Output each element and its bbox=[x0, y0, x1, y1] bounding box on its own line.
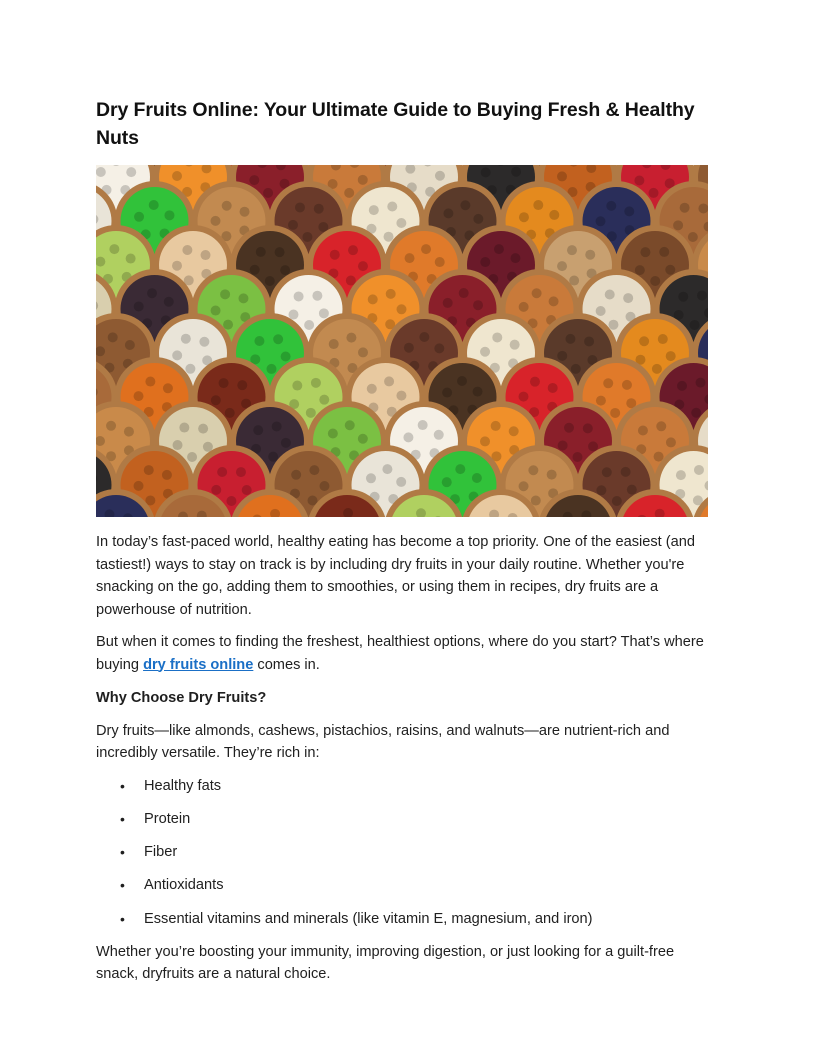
nut-shade bbox=[306, 408, 316, 418]
nut-shade bbox=[510, 253, 520, 263]
nut-shade bbox=[666, 437, 676, 447]
nut-shade bbox=[242, 485, 252, 495]
nut-shade bbox=[126, 167, 136, 177]
nut-shade bbox=[605, 290, 615, 300]
nut-shade bbox=[149, 200, 159, 210]
list-item bbox=[96, 775, 720, 798]
nut-shade bbox=[291, 470, 301, 480]
nut-shade bbox=[266, 364, 276, 374]
nut-shade bbox=[658, 334, 668, 344]
nut-shade bbox=[217, 467, 227, 477]
list-item-text: Essential vitamins and minerals (like vitamin E, magnesium, and iron) bbox=[144, 910, 593, 927]
nut-shade bbox=[519, 392, 529, 402]
nut-shade bbox=[677, 381, 687, 391]
nut-shade bbox=[602, 467, 612, 477]
nut-shade bbox=[473, 300, 483, 310]
nut-shade bbox=[268, 452, 278, 462]
nut-shade bbox=[588, 441, 598, 451]
nut-shade bbox=[288, 220, 298, 230]
nut-shade bbox=[182, 245, 192, 255]
nut-shade bbox=[275, 247, 285, 257]
nut-shade bbox=[627, 485, 637, 495]
nut-shade bbox=[608, 320, 618, 330]
nut-shade bbox=[173, 440, 183, 450]
nut-shade bbox=[509, 426, 519, 436]
nut-shade bbox=[124, 427, 134, 437]
nut-shade bbox=[434, 430, 444, 440]
nut-shade bbox=[585, 250, 595, 260]
nut-shade bbox=[254, 336, 264, 346]
nutrients-paragraph: Dry fruits—like almonds, cashews, pistachios, raisins, and walnuts—are nutrient-rich and incredibly versatile. They’re rich in: bbox=[96, 722, 670, 761]
nut-shade bbox=[621, 467, 631, 477]
nut-shade bbox=[185, 364, 195, 374]
nut-shade bbox=[638, 425, 648, 435]
nut-shade bbox=[694, 465, 704, 475]
nut-shade bbox=[369, 205, 379, 215]
nut-shade bbox=[292, 381, 302, 391]
nut-shade bbox=[295, 202, 305, 212]
nut-shade bbox=[263, 188, 273, 198]
bullet-icon: • bbox=[120, 777, 125, 794]
nut-shade bbox=[181, 334, 191, 344]
nut-shade bbox=[654, 452, 664, 462]
nut-shade bbox=[319, 308, 329, 318]
nut-shade bbox=[226, 496, 236, 506]
nut-shade bbox=[596, 396, 606, 406]
nut-shade bbox=[511, 167, 521, 177]
nut-shade bbox=[106, 421, 116, 431]
nut-shade bbox=[698, 203, 708, 213]
closing-paragraph: Whether you’re boosting your immunity, improving digestion, or just looking for a guilt-free snack, dryfruits are a natural choice. bbox=[96, 943, 675, 983]
nut-shade bbox=[649, 188, 659, 198]
nut-shade bbox=[634, 176, 644, 186]
nut-shade bbox=[314, 204, 324, 214]
nut-shade bbox=[419, 332, 429, 342]
nut-shade bbox=[162, 470, 172, 480]
nut-shade bbox=[650, 276, 660, 286]
nut-shade bbox=[172, 171, 182, 181]
nut-shade bbox=[640, 247, 650, 257]
nut-shade bbox=[187, 452, 197, 462]
nut-shade bbox=[596, 216, 606, 226]
list-item-text: Antioxidants bbox=[144, 877, 224, 894]
nut-shade bbox=[366, 473, 376, 483]
nut-shade bbox=[96, 167, 106, 177]
nut-shade bbox=[211, 216, 221, 226]
nut-shade bbox=[690, 320, 700, 330]
nut-shade bbox=[480, 257, 490, 267]
nut-shade bbox=[606, 201, 616, 211]
nut-shade bbox=[220, 289, 230, 299]
nut-shade bbox=[443, 298, 453, 308]
nut-shade bbox=[358, 434, 368, 444]
nut-shade bbox=[319, 481, 329, 491]
nut-shade bbox=[533, 200, 543, 210]
nut-shade bbox=[265, 276, 275, 286]
nut-shade bbox=[688, 232, 698, 242]
nut-shade bbox=[665, 265, 675, 275]
nut-shade bbox=[573, 452, 583, 462]
list-item-text: Healthy fats bbox=[144, 777, 222, 794]
nut-shade bbox=[203, 442, 213, 452]
nut-shade bbox=[319, 395, 329, 405]
list-item-text: Fiber bbox=[144, 844, 178, 861]
nut-shade bbox=[532, 288, 542, 298]
nut-shade bbox=[421, 244, 431, 254]
nut-shade bbox=[223, 320, 233, 330]
nut-shade bbox=[596, 485, 606, 495]
nut-shade bbox=[403, 432, 413, 442]
nut-shade bbox=[330, 250, 340, 260]
nut-shade bbox=[329, 339, 339, 349]
nut-shade bbox=[434, 343, 444, 353]
nut-shade bbox=[256, 247, 266, 257]
nut-shade bbox=[673, 220, 683, 230]
nut-shade bbox=[691, 408, 701, 418]
dry-fruits-online-link[interactable]: dry fruits online bbox=[143, 656, 254, 673]
nut-shade bbox=[144, 465, 154, 475]
nut-shade bbox=[583, 423, 593, 433]
nut-shade bbox=[567, 245, 577, 255]
nut-shade bbox=[281, 438, 291, 448]
nut-shade bbox=[519, 481, 529, 491]
nut-shade bbox=[273, 334, 283, 344]
nut-shade bbox=[346, 333, 356, 343]
nut-shade bbox=[549, 210, 559, 220]
nut-shade bbox=[674, 310, 684, 320]
nut-shade bbox=[211, 395, 221, 405]
nut-shade bbox=[528, 465, 538, 475]
nut-shade bbox=[457, 376, 467, 386]
bullet-icon: • bbox=[120, 910, 125, 927]
nut-shade bbox=[603, 378, 613, 388]
list-item bbox=[96, 908, 720, 931]
nut-shade bbox=[294, 291, 304, 301]
nut-shade bbox=[109, 244, 119, 254]
nut-shade bbox=[126, 254, 136, 264]
nut-shade bbox=[164, 210, 174, 220]
nut-shade bbox=[288, 310, 298, 320]
nut-shade bbox=[460, 200, 470, 210]
nut-shade bbox=[222, 201, 232, 211]
nut-shade bbox=[387, 202, 397, 212]
nut-shade bbox=[678, 292, 688, 302]
nut-shade bbox=[134, 301, 144, 311]
nut-shade bbox=[549, 296, 559, 306]
nut-shade bbox=[548, 383, 558, 393]
nut-shade bbox=[280, 265, 290, 275]
nut-shade bbox=[249, 175, 259, 185]
nut-shade bbox=[225, 408, 235, 418]
nut-shade bbox=[250, 265, 260, 275]
nut-shade bbox=[219, 378, 229, 388]
nut-shade bbox=[442, 477, 452, 487]
nut-shade bbox=[240, 207, 250, 217]
nut-shade bbox=[172, 350, 182, 360]
nut-shade bbox=[442, 388, 452, 398]
document-page bbox=[96, 96, 720, 986]
nut-shade bbox=[492, 332, 502, 342]
nut-shade bbox=[179, 423, 189, 433]
nut-shade bbox=[281, 352, 291, 362]
nut-shade bbox=[386, 289, 396, 299]
bullet-icon: • bbox=[120, 877, 125, 894]
nut-shade bbox=[404, 343, 414, 353]
nut-shade bbox=[302, 232, 312, 242]
nut-shade bbox=[237, 380, 247, 390]
nut-shade bbox=[696, 378, 706, 388]
nut-shade bbox=[635, 265, 645, 275]
nut-shade bbox=[676, 470, 686, 480]
nut-shade bbox=[624, 206, 634, 216]
nut-shade bbox=[480, 347, 490, 357]
nut-shade bbox=[201, 250, 211, 260]
nut-shade bbox=[666, 351, 676, 361]
nut-shade bbox=[309, 465, 319, 475]
nut-shade bbox=[328, 429, 338, 439]
nut-shade bbox=[623, 293, 633, 303]
list-item bbox=[96, 874, 720, 897]
nut-shade bbox=[134, 481, 144, 491]
nut-shade bbox=[311, 378, 321, 388]
nut-shade bbox=[443, 208, 453, 218]
nut-shade bbox=[473, 214, 483, 224]
nutrient-list bbox=[96, 775, 720, 931]
nut-shade bbox=[384, 232, 394, 242]
nut-shade bbox=[358, 175, 368, 185]
nut-shade bbox=[238, 293, 248, 303]
nut-shade bbox=[652, 364, 662, 374]
nut-shade bbox=[491, 421, 501, 431]
nut-shade bbox=[656, 421, 666, 431]
nut-shade bbox=[147, 288, 157, 298]
nut-shade bbox=[473, 387, 483, 397]
nut-shade bbox=[358, 261, 368, 271]
nut-shade bbox=[108, 332, 118, 342]
nut-shade bbox=[639, 336, 649, 346]
nut-shade bbox=[697, 290, 707, 300]
nut-shade bbox=[557, 351, 567, 361]
nut-shade bbox=[558, 440, 568, 450]
bullet-icon: • bbox=[120, 810, 125, 827]
nut-shade bbox=[145, 377, 155, 387]
nut-shade bbox=[134, 212, 144, 222]
nut-shade bbox=[272, 421, 282, 431]
nut-shade bbox=[494, 244, 504, 254]
nut-shade bbox=[455, 464, 465, 474]
nut-shade bbox=[530, 377, 540, 387]
nut-shade bbox=[172, 261, 182, 271]
online-paragraph-end: comes in. bbox=[253, 656, 320, 673]
nut-shade bbox=[384, 376, 394, 386]
nut-shade bbox=[396, 391, 406, 401]
nut-shade bbox=[405, 253, 415, 263]
list-item bbox=[96, 841, 720, 864]
nut-shade bbox=[318, 222, 328, 232]
nut-shade bbox=[481, 167, 491, 177]
online-paragraph bbox=[96, 631, 720, 676]
nut-shade bbox=[610, 408, 620, 418]
nut-shade bbox=[253, 425, 263, 435]
nut-shade bbox=[163, 383, 173, 393]
nut-shade bbox=[519, 212, 529, 222]
nut-shade bbox=[571, 364, 581, 374]
nut-shade bbox=[396, 304, 406, 314]
nut-shade bbox=[199, 337, 209, 347]
nut-shade bbox=[164, 297, 174, 307]
nut-shade bbox=[396, 477, 406, 487]
nut-shade bbox=[510, 340, 520, 350]
nut-shade bbox=[547, 470, 557, 480]
nut-shade bbox=[519, 302, 529, 312]
nut-shade bbox=[680, 203, 690, 213]
nut-shade bbox=[472, 473, 482, 483]
nut-shade bbox=[459, 288, 469, 298]
nut-shade bbox=[596, 306, 606, 316]
nut-shade bbox=[344, 188, 354, 198]
nut-shade bbox=[622, 380, 632, 390]
nut-shade bbox=[198, 424, 208, 434]
nut-shade bbox=[435, 171, 445, 181]
intro-paragraph: In today’s fast-paced world, healthy eating has become a top priority. One of the easiest (and tastiest!) ways to stay on track is by including dry fruits in your daily routine. Whether you're snacking on the go, adding them to smoothies, or using them in recipes, dry fruits are a powerhouse of nutrition. bbox=[96, 534, 695, 618]
nut-shade bbox=[557, 261, 567, 271]
nut-shade bbox=[125, 340, 135, 350]
nut-shade bbox=[211, 306, 221, 316]
nut-shade bbox=[134, 391, 144, 401]
list-item bbox=[96, 808, 720, 831]
nut-shade bbox=[565, 334, 575, 344]
nut-shade bbox=[531, 496, 541, 506]
nut-shade bbox=[345, 420, 355, 430]
bullet-icon: • bbox=[120, 844, 125, 861]
nut-shade bbox=[612, 496, 622, 506]
nut-shade bbox=[312, 291, 322, 301]
nut-shade bbox=[358, 347, 368, 357]
nut-shade bbox=[557, 171, 567, 181]
nut-shade bbox=[236, 467, 246, 477]
nut-shade bbox=[584, 336, 594, 346]
section-heading: Why Choose Dry Fruits? bbox=[96, 690, 267, 706]
dry-fruits-bowls-image bbox=[96, 165, 708, 517]
nut-shade bbox=[304, 320, 314, 330]
nut-shade bbox=[382, 464, 392, 474]
online-paragraph-start: But when it comes to finding the freshest, healthiest options, where do you start? That’s where buying bbox=[96, 634, 704, 673]
nut-shade bbox=[396, 218, 406, 228]
nut-shade bbox=[368, 294, 378, 304]
nut-shade bbox=[211, 485, 221, 495]
document-title: Dry Fruits Online: Your Ultimate Guide to Buying Fresh & Healthy Nuts bbox=[96, 99, 695, 149]
nut-shade bbox=[418, 420, 428, 430]
nut-shade bbox=[564, 423, 574, 433]
nut-shade bbox=[435, 257, 445, 267]
nut-shade bbox=[659, 247, 669, 257]
nut-shade bbox=[367, 384, 377, 394]
nut-shade bbox=[348, 245, 358, 255]
nut-shade bbox=[480, 436, 490, 446]
list-item-text: Protein bbox=[144, 810, 191, 827]
